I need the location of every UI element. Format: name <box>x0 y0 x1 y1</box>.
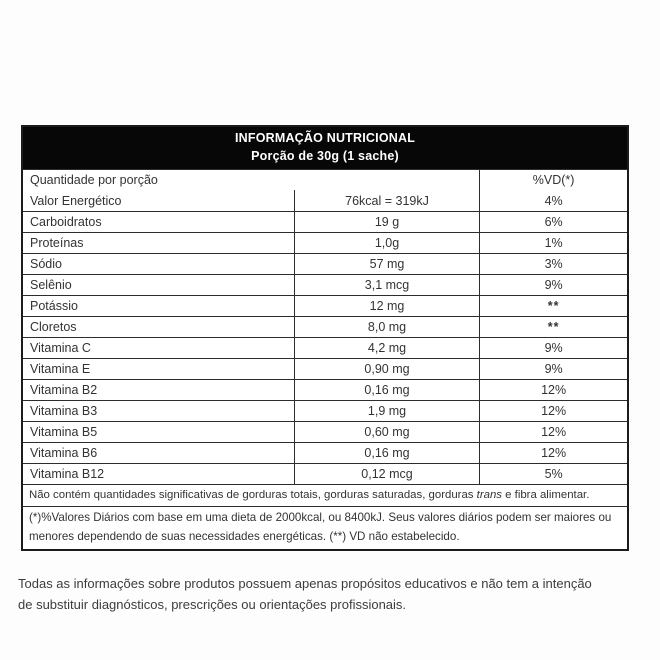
nutrient-name: Vitamina E <box>23 359 295 379</box>
daily-value-header: %VD(*) <box>532 173 575 187</box>
nutrient-daily-value: 12% <box>541 404 567 418</box>
nutrient-daily-value: 4% <box>544 193 563 208</box>
nutrient-name: Vitamina C <box>23 338 295 358</box>
nutrient-amount: 0,90 mg <box>295 359 480 379</box>
nutrient-daily-value: 12% <box>541 446 567 460</box>
table-row <box>23 400 627 421</box>
note-text-italic-trans: trans <box>476 489 502 501</box>
table-row <box>23 463 627 484</box>
not-established-symbol: ** <box>547 320 560 334</box>
table-row <box>23 316 627 337</box>
nutrient-name: Vitamina B5 <box>23 422 295 442</box>
table-row <box>23 211 627 232</box>
table-row <box>23 358 627 379</box>
nutrient-amount: 0,60 mg <box>295 422 480 442</box>
footnote-line-1: (*)%Valores Diários com base em uma dieta de 2000kcal, ou 8400kJ. Seus valores diários podem ser maiores ou <box>29 511 612 524</box>
table-row <box>23 295 627 316</box>
nutrient-daily-value: 12% <box>541 383 567 397</box>
nutrient-name: Vitamina B2 <box>23 380 295 400</box>
footnote-line-2: menores dependendo de suas necessidades energéticas. (**) VD não estabelecido. <box>29 529 460 543</box>
disclaimer-line-2: de substituir diagnósticos, prescrições ou orientações profissionais. <box>18 596 407 612</box>
nutrient-amount: 76kcal = 319kJ <box>295 190 480 211</box>
table-header <box>23 127 627 169</box>
nutrient-amount: 19 g <box>295 212 480 232</box>
nutrient-daily-value: 5% <box>544 467 563 481</box>
nutrient-daily-value: 1% <box>544 236 563 250</box>
table-row <box>23 274 627 295</box>
nutrient-daily-value <box>480 317 627 337</box>
table-row <box>23 379 627 400</box>
disclaimer-line-1: Todas as informações sobre produtos possuem apenas propósitos educativos e não tem a intenção <box>18 576 592 591</box>
daily-values-footnote <box>23 506 627 549</box>
nutrient-amount: 4,2 mg <box>295 338 480 358</box>
nutrition-facts-table <box>21 125 629 551</box>
nutrient-daily-value: 12% <box>541 425 567 439</box>
table-row <box>23 337 627 358</box>
nutrient-amount: 8,0 mg <box>295 317 480 337</box>
not-established-symbol: ** <box>547 299 560 313</box>
nutrient-amount: 1,0g <box>295 233 480 253</box>
nutrient-amount: 0,16 mg <box>295 380 480 400</box>
nutrient-daily-value: 3% <box>544 257 563 271</box>
table-row <box>23 421 627 442</box>
column-header-row <box>23 169 627 190</box>
nutrient-amount: 0,12 mcg <box>295 464 480 484</box>
nutrient-daily-value: 9% <box>544 278 563 292</box>
nutrient-name: Vitamina B6 <box>23 443 295 463</box>
table-title: INFORMAÇÃO NUTRICIONAL <box>234 131 416 145</box>
nutrient-amount: 0,16 mg <box>295 443 480 463</box>
nutrient-rows <box>23 190 627 484</box>
table-row <box>23 190 627 211</box>
nutrient-name: Vitamina B12 <box>23 464 295 484</box>
quantity-per-serving-header: Quantidade por porção <box>23 170 480 190</box>
nutrient-name: Valor Energético <box>23 190 295 211</box>
educational-disclaimer <box>18 574 608 615</box>
nutrient-daily-value: 9% <box>544 362 563 376</box>
nutrient-name: Carboidratos <box>23 212 295 232</box>
nutrient-name: Sódio <box>23 254 295 274</box>
nutrient-daily-value: 9% <box>544 341 563 355</box>
table-row <box>23 232 627 253</box>
nutrient-amount: 12 mg <box>295 296 480 316</box>
nutrient-amount: 57 mg <box>295 254 480 274</box>
nutrient-name: Potássio <box>23 296 295 316</box>
table-row <box>23 253 627 274</box>
nutrient-name: Cloretos <box>23 317 295 337</box>
nutrient-amount: 3,1 mcg <box>295 275 480 295</box>
no-significant-amounts-note <box>23 484 627 506</box>
table-row <box>23 442 627 463</box>
nutrient-amount: 1,9 mg <box>295 401 480 421</box>
nutrient-name: Vitamina B3 <box>23 401 295 421</box>
note-text-part2: e fibra alimentar. <box>501 489 590 501</box>
nutrient-daily-value <box>480 296 627 316</box>
serving-size: Porção de 30g (1 sache) <box>251 148 399 163</box>
nutrient-name: Proteínas <box>23 233 295 253</box>
note-text-part1: Não contém quantidades significativas de gorduras totais, gorduras saturadas, gorduras <box>29 489 477 501</box>
nutrient-daily-value: 6% <box>544 215 563 229</box>
nutrient-name: Selênio <box>23 275 295 295</box>
